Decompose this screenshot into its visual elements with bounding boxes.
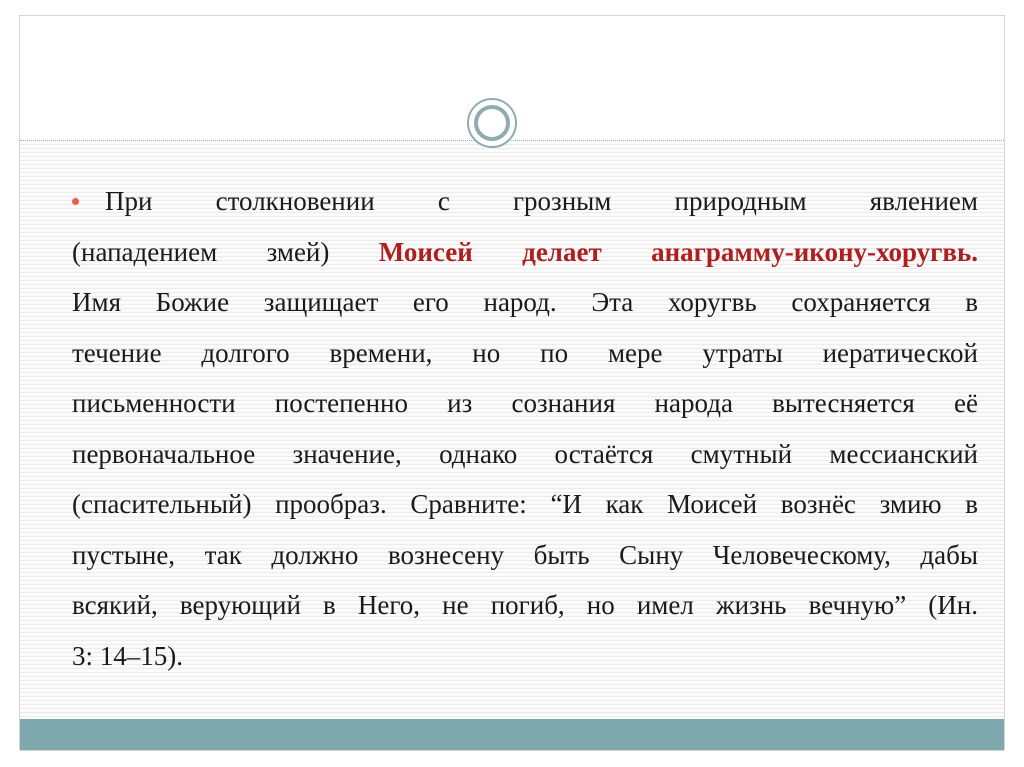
text-line: Имя Божие защищает его народ. Эта хоругвь сохраняется в (72, 287, 978, 317)
highlighted-text: Моисей делает анаграмму-икону-хоругвь. (378, 236, 978, 267)
footer-bar (20, 719, 1004, 750)
bullet-icon (72, 198, 79, 205)
text-line: 3: 14–15). (72, 640, 183, 671)
text-line: всякий, верующий в Него, не погиб, но имел жизнь вечную” (Ин. (72, 590, 978, 620)
circle-ornament-inner (474, 105, 510, 141)
text-line: течение долгого времени, но по мере утраты иератической (72, 337, 978, 368)
text-line (72, 227, 978, 278)
text-line (72, 176, 978, 227)
text-line: первоначальное значение, однако остаётся смутный мессианский (72, 438, 978, 469)
circle-ornament-icon (467, 98, 517, 148)
text-line: пустыне, так должно вознесену быть Сыну Человеческому, дабы (72, 539, 978, 570)
text-line: (спасительный) прообраз. Сравните: “И как Моисей вознёс змию в (72, 489, 978, 519)
line-text: При столкновении с грозным природным явлением (105, 186, 978, 216)
text-line: письменности постепенно из сознания народа вытесняется её (72, 388, 978, 418)
line-text: (нападением змей) (72, 236, 379, 267)
slide-text (72, 176, 978, 681)
